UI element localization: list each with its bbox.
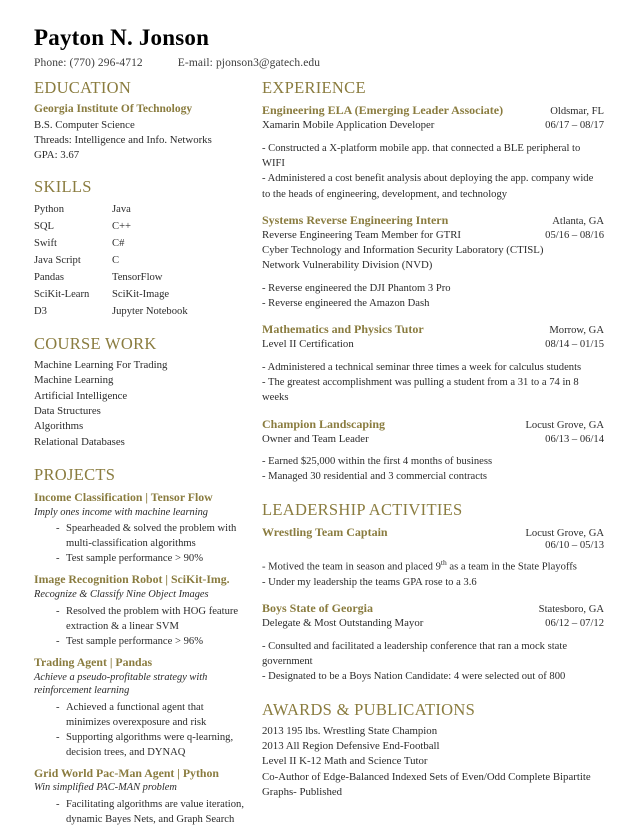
detail-line: - Designated to be a Boys Nation Candidate: 4 were selected out of 800 xyxy=(262,671,566,683)
project-bullets xyxy=(34,700,244,760)
experience-entry-header xyxy=(262,321,604,337)
experience-entry-subrow xyxy=(262,432,604,447)
contact-line xyxy=(34,57,604,69)
detail-line: - Administered a technical seminar three times a week for calculus students xyxy=(262,361,582,373)
education-line: GPA: 3.67 xyxy=(34,148,80,161)
leadership-title: Boys State of Georgia xyxy=(262,601,373,616)
leadership-entry xyxy=(262,524,604,551)
experience-entry xyxy=(262,321,604,352)
leadership-entry xyxy=(262,600,604,631)
detail-line: - Earned $25,000 within the first 4 months of business xyxy=(262,455,493,467)
leadership-entry-subrow xyxy=(262,540,604,551)
project-bullet: - Facilitating algorithms are value iteration, dynamic Bayes Nets, and Graph Search xyxy=(56,797,244,827)
project-desc: Achieve a pseudo-profitable strategy with reinforcement learning xyxy=(34,671,208,697)
experience-subtitle-extra: Cyber Technology and Information Security Laboratory (CTISL) xyxy=(262,244,544,257)
course-item: Artificial Intelligence xyxy=(34,389,128,402)
project-bullet: - Spearheaded & solved the problem with multi-classification algorithms xyxy=(56,521,244,551)
education-line: Threads: Intelligence and Info. Networks xyxy=(34,133,212,146)
experience-location: Morrow, GA xyxy=(549,325,604,337)
project-entry xyxy=(34,766,244,827)
detail-line: - Reverse engineered the Amazon Dash xyxy=(262,297,430,309)
skill-item: Java Script xyxy=(34,254,81,266)
detail-line-html: - Motived the team in season and placed 9th as a team in the State Playoffs xyxy=(262,557,577,573)
skill-item: Swift xyxy=(34,237,57,249)
project-bullet: - Resolved the problem with HOG feature extraction & a linear SVM xyxy=(56,604,244,634)
detail-line: - Constructed a X-platform mobile app. that connected a BLE peripheral to WIFI xyxy=(262,142,581,169)
project-entry xyxy=(34,655,244,760)
project-bullet: - Test sample performance > 96% xyxy=(56,634,244,649)
project-title: Trading Agent | Pandas xyxy=(34,654,153,669)
section-heading-awards: AWARDS & PUBLICATIONS xyxy=(262,699,476,719)
skill-item: SciKit-Image xyxy=(112,288,170,300)
education-block xyxy=(34,102,244,162)
resume-header xyxy=(34,26,604,69)
leadership-subtitle: Delegate & Most Outstanding Mayor xyxy=(262,617,424,630)
project-bullet: - Test sample performance > 90% xyxy=(56,551,244,566)
experience-entry-header xyxy=(262,212,604,228)
coursework-list xyxy=(34,358,244,450)
experience-subtitle: Reverse Engineering Team Member for GTRI xyxy=(262,229,462,242)
project-title: Income Classification | Tensor Flow xyxy=(34,490,213,505)
email-text: E-mail: pjonson3@gatech.edu xyxy=(177,57,321,70)
detail-line: - The greatest accomplishment was pulling a student from a 31 to a 74 in 8 weeks xyxy=(262,376,579,404)
project-desc: Win simplified PAC-MAN problem xyxy=(34,782,177,794)
experience-subtitle: Level II Certification xyxy=(262,338,354,351)
experience-date: 06/17 – 08/17 xyxy=(545,120,604,132)
project-bullets xyxy=(34,604,244,649)
detail-line: - Under my leadership the teams GPA rose to a 3.6 xyxy=(262,576,477,588)
course-item: Machine Learning For Trading xyxy=(34,358,168,371)
phone-text: Phone: (770) 296-4712 xyxy=(34,57,143,70)
leadership-date: 06/12 – 07/12 xyxy=(545,618,604,630)
section-heading-leadership: LEADERSHIP ACTIVITIES xyxy=(262,499,463,519)
experience-subtitle-extra: Network Vulnerability Division (NVD) xyxy=(262,259,433,272)
experience-entry-header xyxy=(262,102,604,118)
experience-title: Systems Reverse Engineering Intern xyxy=(262,213,449,228)
section-heading-projects: PROJECTS xyxy=(34,464,116,484)
leadership-entry-header xyxy=(262,600,604,616)
skill-item: Jupyter Notebook xyxy=(112,305,188,317)
skills-grid xyxy=(34,202,244,319)
experience-entry xyxy=(262,416,604,447)
experience-subtitle: Owner and Team Leader xyxy=(262,432,369,445)
project-bullet: - Achieved a functional agent that minimizes overexposure and risk xyxy=(56,700,244,730)
experience-entry-subrow xyxy=(262,118,604,133)
award-item: Level II K-12 Math and Science Tutor xyxy=(262,755,428,768)
experience-details xyxy=(262,281,604,312)
section-heading-coursework: COURSE WORK xyxy=(34,333,157,353)
candidate-name: Payton N. Jonson xyxy=(34,25,210,50)
skill-item: SQL xyxy=(34,220,55,232)
project-bullet: - Supporting algorithms were q-learning, decision trees, and DYNAQ xyxy=(56,730,244,760)
left-column xyxy=(34,79,258,827)
skill-item: C xyxy=(112,254,120,266)
leadership-date: 06/10 – 05/13 xyxy=(545,539,604,551)
award-item: Co-Author of Edge-Balanced Indexed Sets of Even/Odd Complete Bipartite Graphs- Published xyxy=(262,770,591,799)
experience-date: 06/13 – 06/14 xyxy=(545,433,604,445)
project-entry xyxy=(34,490,244,566)
experience-date: 05/16 – 08/16 xyxy=(545,230,604,242)
experience-details xyxy=(262,454,604,485)
experience-title: Engineering ELA (Emerging Leader Associate) xyxy=(262,103,504,118)
experience-entry-header xyxy=(262,416,604,432)
project-desc: Imply ones income with machine learning xyxy=(34,506,209,518)
experience-details xyxy=(262,141,604,202)
experience-location: Oldsmar, FL xyxy=(550,106,604,118)
course-item: Machine Learning xyxy=(34,374,114,387)
leadership-details xyxy=(262,558,604,590)
project-title: Grid World Pac-Man Agent | Python xyxy=(34,765,219,780)
award-item: 2013 All Region Defensive End-Football xyxy=(262,740,440,753)
education-line: B.S. Computer Science xyxy=(34,118,135,131)
skill-item: Python xyxy=(34,203,65,215)
course-item: Relational Databases xyxy=(34,435,125,448)
experience-details xyxy=(262,360,604,406)
detail-line: - Administered a cost benefit analysis about deploying the app. company wide to the heads of engineering, development, and technology xyxy=(262,173,594,200)
project-bullets xyxy=(34,797,244,827)
detail-line: - Managed 30 residential and 3 commercial contracts xyxy=(262,471,488,483)
project-entry xyxy=(34,572,244,648)
course-item: Algorithms xyxy=(34,420,84,433)
experience-title: Champion Landscaping xyxy=(262,416,386,431)
leadership-location: Locust Grove, GA xyxy=(525,527,604,539)
section-heading-skills: SKILLS xyxy=(34,177,92,197)
skill-item: D3 xyxy=(34,305,47,317)
experience-location: Locust Grove, GA xyxy=(525,419,604,431)
education-school: Georgia Institute Of Technology xyxy=(34,103,193,116)
skill-item: C# xyxy=(112,237,125,249)
skill-item: Java xyxy=(112,203,131,215)
experience-entry-subrow xyxy=(262,337,604,352)
course-item: Data Structures xyxy=(34,404,101,417)
section-heading-education: EDUCATION xyxy=(34,78,132,98)
experience-entry xyxy=(262,102,604,133)
project-title: Image Recognition Robot | SciKit-Img. xyxy=(34,572,230,587)
experience-location: Atlanta, GA xyxy=(552,216,604,228)
section-heading-experience: EXPERIENCE xyxy=(262,78,366,98)
award-item: 2013 195 lbs. Wrestling State Champion xyxy=(262,724,438,737)
skill-item: Pandas xyxy=(34,271,65,283)
leadership-title: Wrestling Team Captain xyxy=(262,524,388,539)
experience-subtitle: Xamarin Mobile Application Developer xyxy=(262,119,435,132)
experience-entry-subrow xyxy=(262,228,604,243)
skill-item: C++ xyxy=(112,220,132,232)
leadership-entry-header xyxy=(262,524,604,540)
skill-item: SciKit-Learn xyxy=(34,288,90,300)
detail-line: - Consulted and facilitated a leadership conference that ran a mock state government xyxy=(262,640,568,667)
leadership-entry-subrow xyxy=(262,616,604,631)
project-desc: Recognize & Classify Nine Object Images xyxy=(34,589,209,601)
awards-list xyxy=(262,724,604,801)
resume-columns xyxy=(34,79,604,827)
project-bullets xyxy=(34,521,244,566)
leadership-details xyxy=(262,639,604,685)
skill-item: TensorFlow xyxy=(112,271,163,283)
detail-line: - Reverse engineered the DJI Phantom 3 Pro xyxy=(262,282,451,294)
experience-title: Mathematics and Physics Tutor xyxy=(262,322,424,337)
experience-date: 08/14 – 01/15 xyxy=(545,339,604,351)
experience-entry xyxy=(262,212,604,274)
right-column xyxy=(258,79,604,800)
leadership-location: Statesboro, GA xyxy=(538,604,604,616)
